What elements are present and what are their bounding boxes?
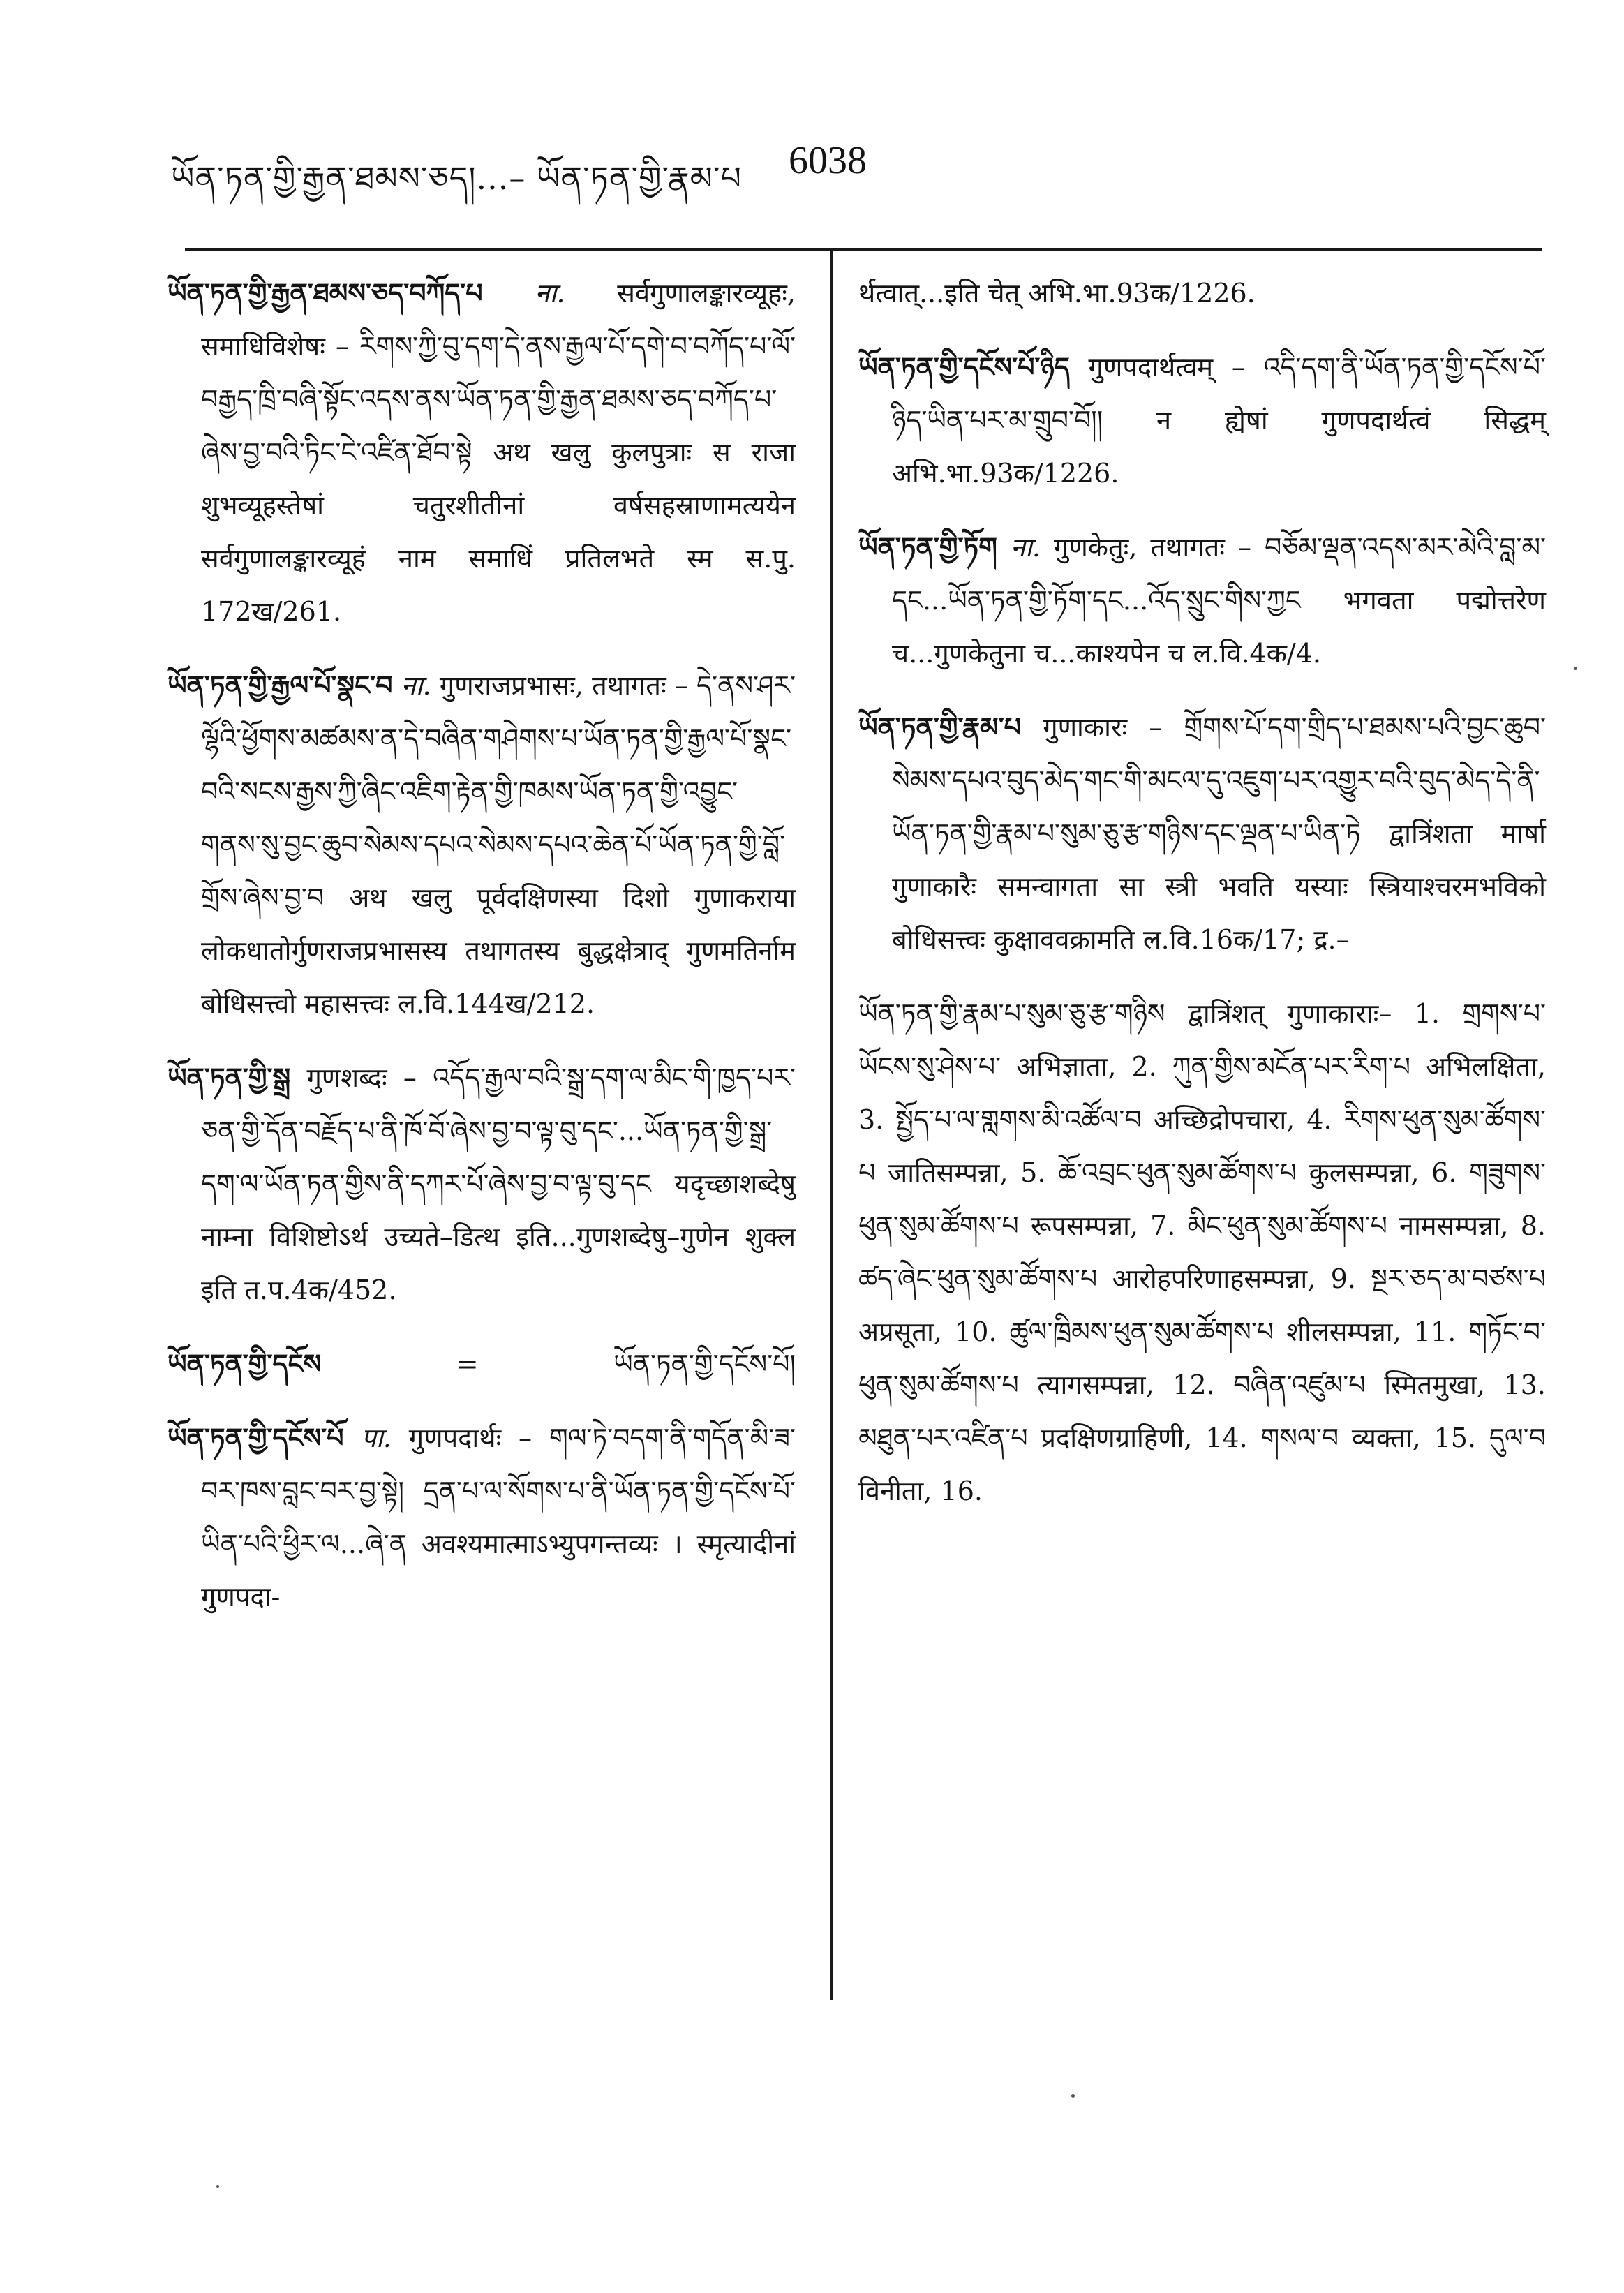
entry-body: र्थत्वात्...इति चेत् अभि.भा.93क/1226. bbox=[858, 278, 1256, 309]
header-rule bbox=[185, 248, 1542, 251]
entry-body: गुणाकारः – གྲོགས་པོ་དག་གྲིད་པ་ཐམས་པའི་བྱང་ཆུབ་སེམས་དཔའ་བུད་མེད་གང་གི་མངལ་དུ་འཇུག་པར་འགྱུར་བའི་བུད་མེད་དེ་ནི་ཡོན་ཏན་གྱི་རྣམ་པ་སུམ་ཅུ་རྩ་གཉིས་དང་ལྡན་པ་ཡིན་ཏེ द्वात्रिंशता मार्षा गुणाकारैः समन्वागता सा स्त्री भवति यस्याः स्त्रियाश्चरमभविको बोधिसत्त्वः कुक्षाववक्रामति ल.वि.16क/17; द्र.– bbox=[892, 712, 1546, 955]
left-column bbox=[167, 267, 796, 1645]
scan-speck bbox=[1071, 2094, 1075, 2098]
grammar-tag: पा. bbox=[361, 1423, 392, 1453]
scan-speck bbox=[216, 2185, 219, 2188]
entry-body: गुणपदार्थः – གལ་ཏེ་བདག་ནི་གདོན་མི་ཟ་བར་ཁས་བླང་བར་བྱ་སྟེ། དྲན་པ་ལ་སོགས་པ་ནི་ཡོན་ཏན་གྱི་དངོས་པོ་ཡིན་པའི་ཕྱིར་ལ...ཞེ་ན अवश्यमात्माऽभ्युपगन्तव्यः । स्मृत्यादीनां गुणपदा- bbox=[201, 1423, 796, 1612]
cross-reference-target: ཡོན་ཏན་གྱི་དངོས་པོ། bbox=[613, 1349, 796, 1379]
right-column bbox=[858, 267, 1546, 1538]
equals-sign: = bbox=[456, 1349, 479, 1379]
grammar-tag: ना. bbox=[401, 670, 431, 701]
headword: ཡོན་ཏན་གྱི་དངོས་པོ bbox=[167, 1422, 344, 1453]
entry-body: गुणराजप्रभासः, तथागतः – དེ་ནས་ཤར་ལྷོའི་ཕྱོགས་མཚམས་ན་དེ་བཞིན་གཤེགས་པ་ཡོན་ཏན་གྱི་རྒྱལ་པོ་སྣང་བའི་སངས་རྒྱས་ཀྱི་ཞིང་འཇིག་རྟེན་གྱི་ཁམས་ཡོན་ཏན་གྱི་འབྱུང་གནས་སུ་བྱང་ཆུབ་སེམས་དཔའ་སེམས་དཔའ་ཆེན་པོ་ཡོན་ཏན་གྱི་བློ་གྲོས་ཞེས་བྱ་བ अथ खलु पूर्वदक्षिणस्या दिशो गुणाकराया लोकधातोर्गुणराजप्रभासस्य तथागतस्य बुद्धक्षेत्राद् गुणमतिर्नाम बोधिसत्त्वो महासत्त्वः ल.वि.144ख/212. bbox=[201, 670, 796, 1019]
grammar-tag: ना. bbox=[1010, 532, 1041, 563]
entry-body: गुणपदार्थत्वम् – འདི་དག་ནི་ཡོན་ཏན་གྱི་དངོས་པོ་ཉིད་ཡིན་པར་མ་གྲུབ་བོ།། न ह्येषां गुणपदार्थत्वं सिद्धम् अभि.भा.93क/1226. bbox=[892, 352, 1546, 489]
headword: ཡོན་ཏན་གྱི་རྒྱན་ཐམས་ཅད་བཀོད་པ bbox=[167, 277, 483, 309]
headword: ཡོན་ཏན་གྱི་རྒྱལ་པོ་སྣང་བ bbox=[167, 669, 393, 701]
dictionary-entry bbox=[167, 659, 796, 1030]
entry-body: सर्वगुणालङ्कारव्यूहः, समाधिविशेषः – རིགས་ཀྱི་བུ་དག་དེ་ནས་རྒྱལ་པོ་དགེ་བ་བཀོད་པ་ལོ་བརྒྱད་ཁྲི་བཞི་སྟོང་འདས་ནས་ཡོན་ཏན་གྱི་རྒྱན་ཐམས་ཅད་བཀོད་པ་ཞེས་བྱ་བའི་ཏིང་ངེ་འཛིན་ཐོབ་སྟེ अथ खलु कुलपुत्राः स राजा शुभव्यूहस्तेषां चतुरशीतीनां वर्षसहस्राणामत्ययेन सर्वगुणालङ्कारव्यूहं नाम समाधिं प्रतिलभते स्म स.पु. 172ख/261. bbox=[201, 278, 796, 627]
dictionary-entry bbox=[167, 1051, 796, 1316]
dictionary-entry bbox=[858, 701, 1546, 966]
scan-speck bbox=[1574, 667, 1577, 670]
sub-entry-list bbox=[858, 987, 1546, 1517]
grammar-tag: ना. bbox=[535, 278, 565, 309]
headword: ཡོན་ཏན་གྱི་དངོས bbox=[167, 1348, 322, 1379]
dictionary-entry bbox=[858, 521, 1546, 680]
entry-body: गुणशब्दः – འདོད་རྒྱལ་བའི་སྒྲ་དག་ལ་མིང་གི་ཁྱད་པར་ཅན་གྱི་དོན་བརྗོད་པ་ནི་ཁོ་བོ་ཞེས་བྱ་བ་ལྟ་བུ་དང་...ཡོན་ཏན་གྱི་སྒྲ་དག་ལ་ཡོན་ཏན་གྱིས་ནི་དཀར་པོ་ཞེས་བྱ་བ་ལྟ་བུ་དང यदृच्छाशब्देषु नाम्ना विशिष्टोऽर्थ उच्यते–डित्थ इति...गुणशब्देषु–गुणेन शुक्ल इति त.प.4क/452. bbox=[201, 1062, 796, 1305]
entry-body: गुणकेतुः, तथागतः – བཅོམ་ལྡན་འདས་མར་མེའི་བླ་མ་དང...ཡོན་ཏན་གྱི་ཏོག་དང...འོད་སྲུང་གིས་ཀྱང भगवता पद्मोत्तरेण च...गुणकेतुना च...काश्यपेन च ल.वि.4क/4. bbox=[892, 532, 1546, 669]
page-number: 6038 bbox=[789, 139, 867, 182]
headword: ཡོན་ཏན་གྱི་དངོས་པོ་ཉིད bbox=[858, 351, 1070, 383]
running-head: ཡོན་ཏན་གྱི་རྒྱན་ཐམས་ཅད།...– ཡོན་ཏན་གྱི་རྣམ་པ bbox=[171, 159, 743, 197]
dictionary-entry bbox=[167, 267, 796, 638]
cross-reference-entry bbox=[167, 1337, 796, 1390]
dictionary-entry bbox=[858, 341, 1546, 500]
headword: ཡོན་ཏན་གྱི་སྒྲ bbox=[167, 1062, 291, 1093]
entry-body: ཡོན་ཏན་གྱི་རྣམ་པ་སུམ་ཅུ་རྩ་གཉིས द्वात्रिंशत् गुणाकाराः– 1. གྲགས་པ་ཡོངས་སུ་ཤེས་པ་ अभिज्ञाता, 2. ཀུན་གྱིས་མངོན་པར་རིག་པ अभिलक्षिता, 3. སྤྱོད་པ་ལ་གླགས་མི་འཚོལ་བ अच्छिद्रोपचारा, 4. རིགས་ཕུན་སུམ་ཚོགས་པ जातिसम्पन्ना, 5. ཆོ་འབྲང་ཕུན་སུམ་ཚོགས་པ कुलसम्पन्ना, 6. གཟུགས་ཕུན་སུམ་ཚོགས་པ रूपसम्पन्ना, 7. མིང་ཕུན་སུམ་ཚོགས་པ नामसम्पन्ना, 8. ཚད་ཞེང་ཕུན་སུམ་ཚོགས་པ आरोहपरिणाहसम्पन्ना, 9. སྔར་ཅད་མ་བཙས་པ अप्रसूता, 10. ཚུལ་ཁྲིམས་ཕུན་སུམ་ཚོགས་པ शीलसम्पन्ना, 11. གཏོང་བ་ཕུན་སུམ་ཚོགས་པ त्यागसम्पन्ना, 12. བཞིན་འཛུམ་པ स्मितमुखा, 13. མཐུན་པར་འཛིན་པ प्रदक्षिणग्राहिणी, 14. གསལ་བ व्यक्ता, 15. དུལ་བ विनीता, 16. bbox=[858, 998, 1546, 1506]
column-divider bbox=[830, 251, 833, 2000]
dictionary-entry bbox=[167, 1411, 796, 1624]
headword: ཡོན་ཏན་གྱི་ཏོག bbox=[858, 531, 997, 563]
headword: ཡོན་ཏན་གྱི་རྣམ་པ bbox=[858, 711, 1021, 743]
entry-continuation bbox=[858, 267, 1546, 320]
